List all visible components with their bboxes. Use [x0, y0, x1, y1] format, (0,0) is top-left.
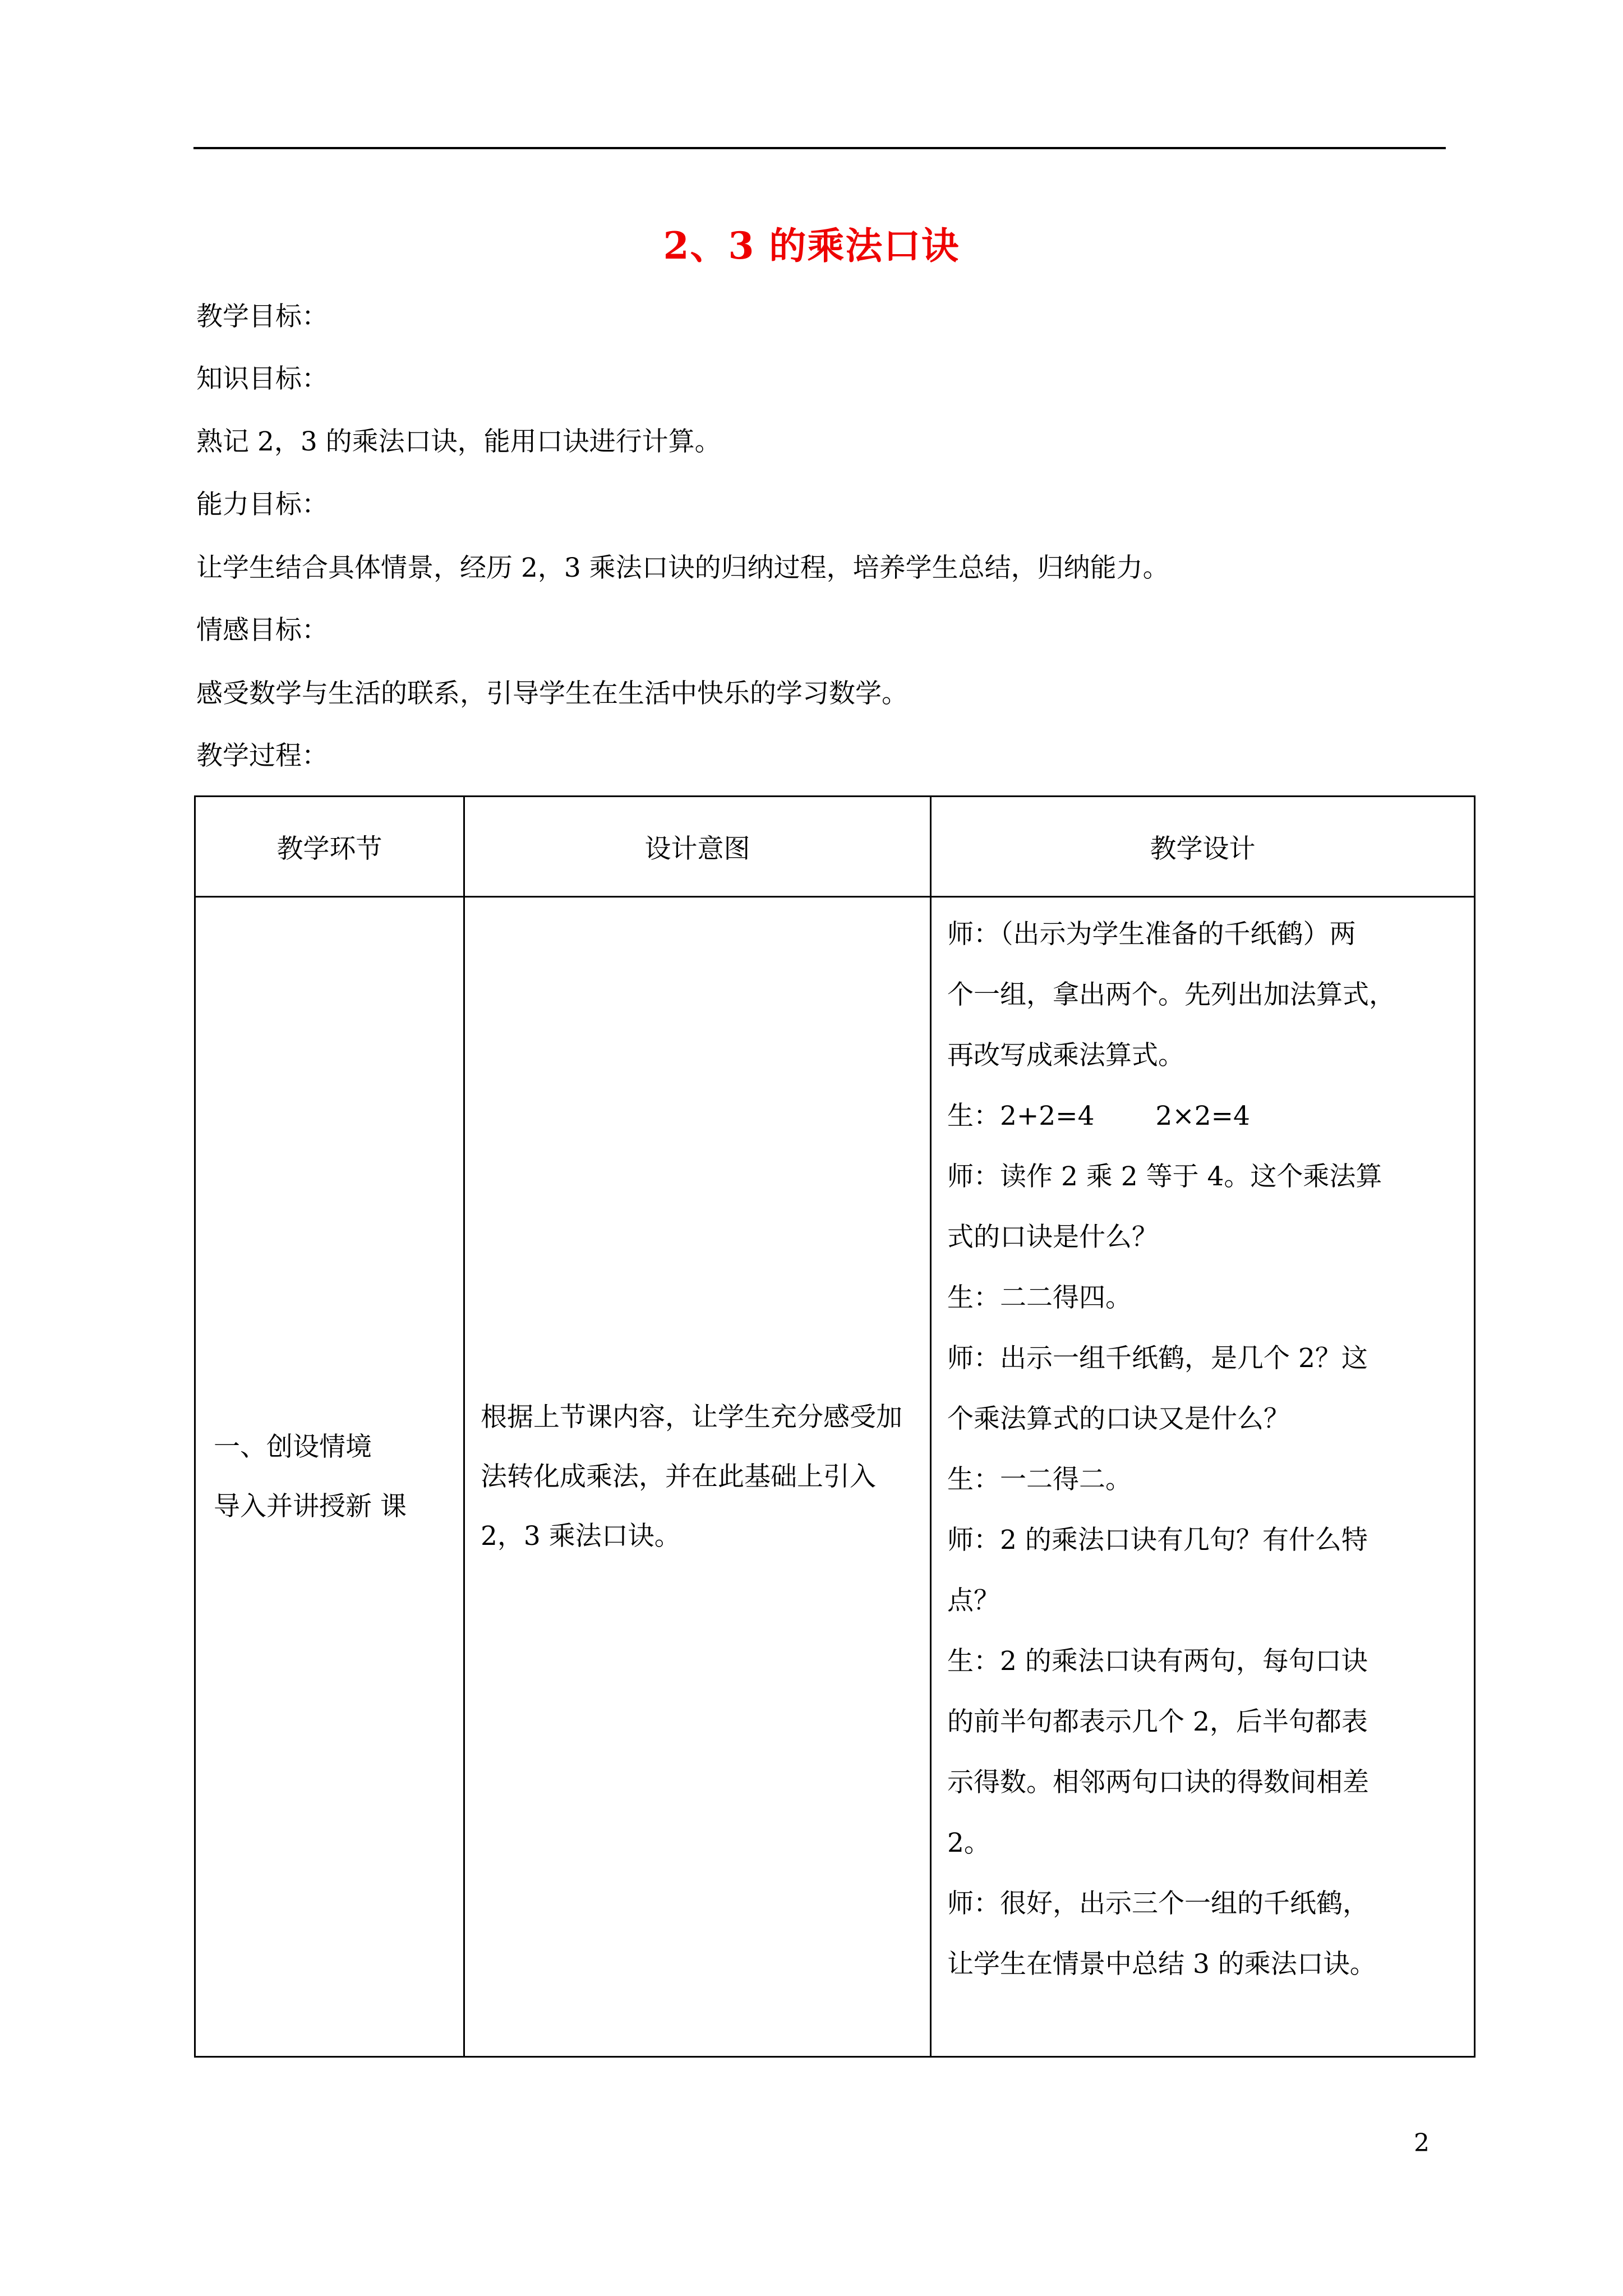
design-line: 生：2 的乘法口诀有两句，每句口诀: [947, 1646, 1368, 1677]
design-line: 生：一二得二。: [947, 1464, 1132, 1495]
design-line: 个一组，拿出两个。先列出加法算式，: [947, 979, 1395, 1010]
emotion-goal-text: 感受数学与生活的联系，引导学生在生活中快乐的学习数学。: [196, 678, 908, 709]
design-line: 个乘法算式的口诀又是什么？: [947, 1404, 1290, 1434]
stage-cell: [195, 897, 464, 2057]
document-title: 2、3 的乘法口诀: [663, 224, 960, 268]
design-line: 的前半句都表示几个 2，后半句都表: [947, 1706, 1368, 1737]
knowledge-goal-text: 熟记 2，3 的乘法口诀，能用口诀进行计算。: [196, 426, 721, 457]
table-row: [195, 897, 1475, 2057]
page-number: 2: [1414, 2129, 1430, 2157]
heading-teaching-process: 教学过程：: [196, 740, 328, 771]
design-line: 生：2+2=4 2×2=4: [947, 1101, 1250, 1131]
design-line: 师：读作 2 乘 2 等于 4。这个乘法算: [947, 1161, 1382, 1192]
design-line: 师：很好，出示三个一组的千纸鹤，: [947, 1888, 1369, 1919]
design-line: 式的口诀是什么？: [947, 1222, 1158, 1253]
intent-text: 根据上节课内容，让学生充分感受加法转化成乘法，并在此基础上引入 2，3 乘法口诀。: [481, 1401, 902, 1552]
design-line: 师：（出示为学生准备的千纸鹤）两: [947, 919, 1356, 950]
stage-line: 一、创设情境: [214, 1431, 372, 1462]
ability-goal-text: 让学生结合具体情景，经历 2，3 乘法口诀的归纳过程，培养学生总结，归纳能力。: [196, 553, 1169, 583]
design-line: 生：二二得四。: [947, 1282, 1132, 1313]
heading-emotion-goals: 情感目标：: [196, 615, 328, 646]
design-line: 点？: [947, 1585, 1000, 1616]
design-line: 让学生在情景中总结 3 的乘法口诀。: [947, 1949, 1376, 1980]
heading-ability-goals: 能力目标：: [196, 489, 328, 520]
design-line: 示得数。相邻两句口诀的得数间相差: [947, 1767, 1369, 1798]
intent-cell: [464, 897, 931, 2057]
design-line: 师：出示一组千纸鹤，是几个 2？这: [947, 1343, 1368, 1374]
table-header-row: [195, 797, 1475, 897]
stage-line: 导入并讲授新 课: [214, 1490, 407, 1522]
column-header-design: 教学设计: [931, 797, 1475, 897]
heading-teaching-goals: 教学目标：: [196, 301, 328, 332]
lesson-table: [194, 795, 1476, 2058]
design-line: 师：2 的乘法口诀有几句？有什么特: [947, 1525, 1368, 1556]
design-cell: [931, 897, 1475, 2057]
column-header-intent: 设计意图: [464, 797, 931, 897]
design-line: 2。: [947, 1828, 990, 1858]
header-rule: [193, 147, 1446, 149]
heading-knowledge-goals: 知识目标：: [196, 364, 328, 394]
design-line: 再改写成乘法算式。: [947, 1040, 1184, 1071]
column-header-stage: 教学环节: [195, 797, 464, 897]
